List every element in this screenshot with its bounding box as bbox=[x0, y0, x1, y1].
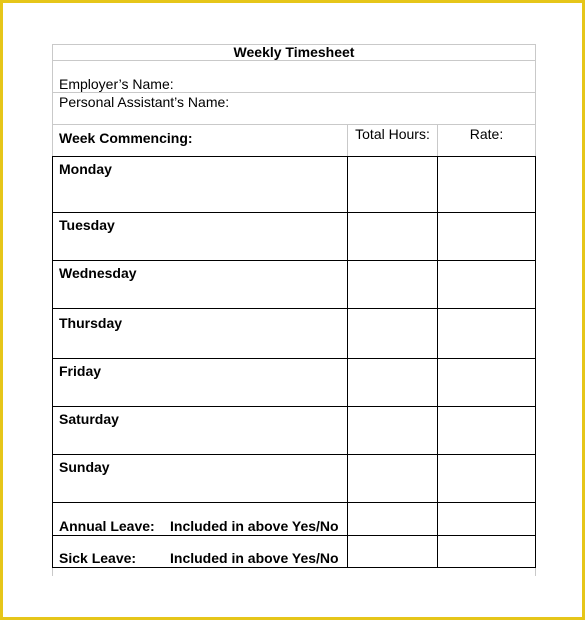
hours-cell[interactable] bbox=[347, 455, 437, 502]
rate-cell[interactable] bbox=[437, 407, 535, 454]
day-grid bbox=[52, 156, 536, 568]
timesheet bbox=[52, 44, 536, 576]
annual-leave-included-label: Included in above Yes/No bbox=[170, 518, 339, 534]
rate-cell[interactable] bbox=[437, 455, 535, 502]
day-label: Saturday bbox=[59, 411, 119, 427]
rate-cell[interactable] bbox=[437, 261, 535, 308]
sick-leave-cell bbox=[53, 536, 347, 567]
rate-cell[interactable] bbox=[437, 309, 535, 358]
rate-cell[interactable] bbox=[437, 503, 535, 535]
day-row-thursday bbox=[53, 308, 535, 358]
total-hours-header: Total Hours: bbox=[347, 125, 437, 156]
day-row-friday bbox=[53, 358, 535, 406]
rate-header: Rate: bbox=[437, 125, 535, 156]
sick-leave-included-label: Included in above Yes/No bbox=[170, 550, 339, 566]
annual-leave-label: Annual Leave: bbox=[59, 518, 155, 534]
hours-cell[interactable] bbox=[347, 359, 437, 406]
week-header-row bbox=[52, 124, 536, 156]
hours-cell[interactable] bbox=[347, 503, 437, 535]
hours-cell[interactable] bbox=[347, 261, 437, 308]
sick-leave-label: Sick Leave: bbox=[59, 550, 137, 566]
hours-cell[interactable] bbox=[347, 213, 437, 260]
day-row-sunday bbox=[53, 454, 535, 502]
week-commencing-label: Week Commencing: bbox=[59, 130, 193, 146]
rate-cell[interactable] bbox=[437, 536, 535, 567]
day-label: Sunday bbox=[59, 459, 110, 475]
day-label: Tuesday bbox=[59, 217, 115, 233]
assistant-name-field[interactable] bbox=[52, 92, 536, 124]
table-bottom-edge bbox=[52, 568, 536, 576]
assistant-name-label: Personal Assistant’s Name: bbox=[59, 94, 230, 110]
day-row-saturday bbox=[53, 406, 535, 454]
annual-leave-cell bbox=[53, 503, 347, 535]
hours-cell[interactable] bbox=[347, 536, 437, 567]
rate-cell[interactable] bbox=[437, 359, 535, 406]
hours-cell[interactable] bbox=[347, 407, 437, 454]
day-label: Wednesday bbox=[59, 265, 137, 281]
rate-cell[interactable] bbox=[437, 213, 535, 260]
employer-name-field[interactable] bbox=[52, 60, 536, 92]
day-row-tuesday bbox=[53, 212, 535, 260]
day-row-monday bbox=[53, 157, 535, 212]
day-label: Thursday bbox=[59, 315, 123, 331]
hours-cell[interactable] bbox=[347, 157, 437, 212]
day-label: Friday bbox=[59, 363, 102, 379]
employer-name-label: Employer’s Name: bbox=[59, 76, 174, 92]
rate-cell[interactable] bbox=[437, 157, 535, 212]
timesheet-title: Weekly Timesheet bbox=[52, 44, 536, 60]
day-label: Monday bbox=[59, 161, 112, 177]
day-row-wednesday bbox=[53, 260, 535, 308]
annual-leave-row bbox=[53, 502, 535, 535]
hours-cell[interactable] bbox=[347, 309, 437, 358]
sick-leave-row bbox=[53, 535, 535, 567]
